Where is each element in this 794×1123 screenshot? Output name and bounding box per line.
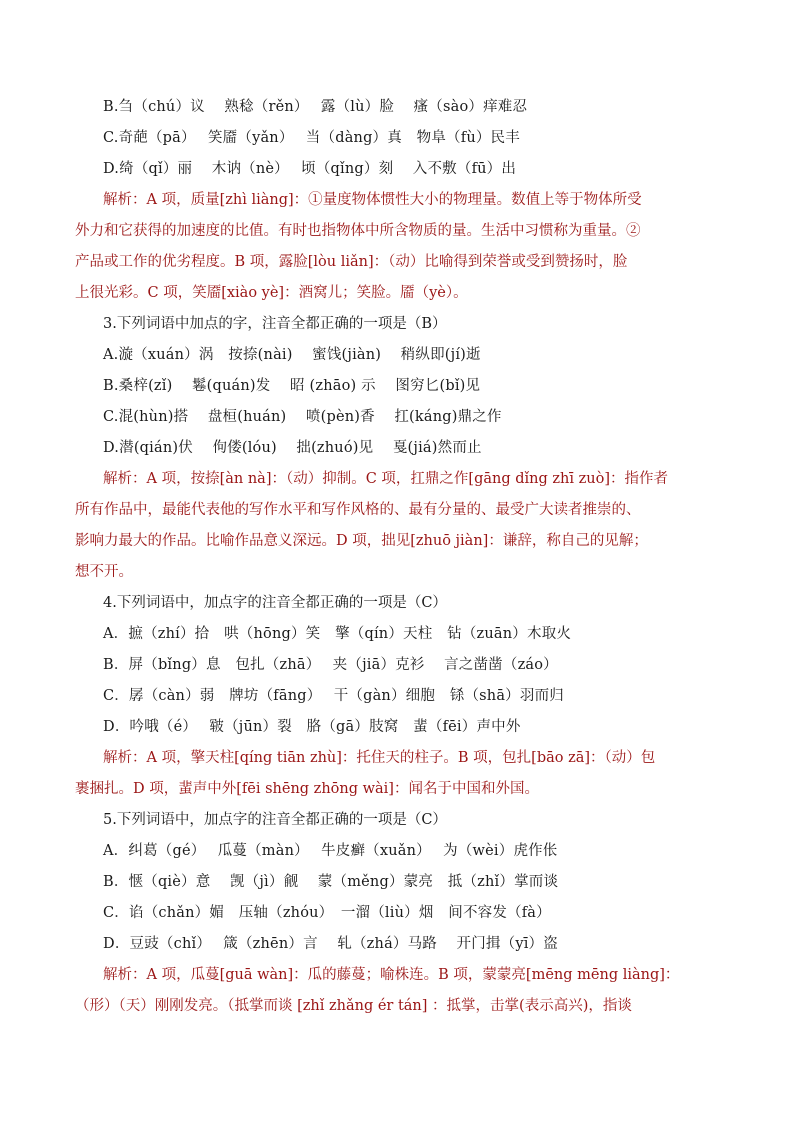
analysis-line: 影响力最大的作品。比喻作品意义深远。D 项，拙见[zhuō jiàn]：谦辞，称自己的见解；: [75, 533, 648, 549]
analysis-line: 裹捆扎。D 项，蜚声中外[fēi shēng zhōng wài]：闻名于中国和外国。: [75, 781, 539, 797]
option-line: B.刍（chú）议 熟稔（rěn） 露（lù）脸 瘙（sào）痒难忍: [103, 99, 528, 115]
analysis-line: 产品或工作的优劣程度。B 项，露脸[lòu liǎn]：（动）比喻得到荣誉或受到赞扬时，脸: [75, 254, 628, 270]
analysis-line: 所有作品中，最能代表他的写作水平和写作风格的、最有分量的、最受广大读者推崇的、: [75, 502, 641, 518]
analysis-line: 上很光彩。C 项，笑靥[xiào yè]：酒窝儿；笑脸。靥（yè）。: [75, 285, 468, 301]
analysis-line: 解析：A 项，质量[zhì liàng]：①量度物体惯性大小的物理量。数值上等于物体所受: [103, 192, 642, 208]
question-line: 3.下列词语中加点的字，注音全都正确的一项是（B）: [103, 316, 447, 332]
option-line: D．豆豉（chǐ） 箴（zhēn）言 轧（zhá）马路 开门揖（yī）盗: [103, 936, 558, 952]
question-line: 4.下列词语中，加点字的注音全都正确的一项是（C）: [103, 595, 447, 611]
option-line: C.奇葩（pā） 笑靥（yǎn） 当（dàng）真 物阜（fù）民丰: [103, 130, 520, 146]
option-line: B.桑梓(zǐ) 鬈(quán)发 昭 (zhāo) 示 图穷匕(bǐ)见: [103, 378, 481, 394]
option-line: D．吟哦（é） 皲（jūn）裂 胳（gā）肢窝 蜚（fēi）声中外: [103, 719, 521, 735]
option-line: B．惬（qiè）意 觊（jì）觎 蒙（měng）蒙亮 抵（zhǐ）掌而谈: [103, 874, 559, 890]
analysis-line: （形）（天）刚刚发亮。（抵掌而谈 [zhǐ zhǎng ér tán] ：抵掌，击掌(表示高兴)，指谈: [75, 998, 632, 1014]
analysis-line: 解析：A 项，擎天柱[qíng tiān zhù]：托住天的柱子。B 项，包扎[bāo zā]：（动）包: [103, 750, 656, 766]
analysis-line: 外力和它获得的加速度的比值。有时也指物体中所含物质的量。生活中习惯称为重量。②: [75, 223, 641, 239]
option-line: D.潜(qián)伏 佝偻(lóu) 拙(zhuó)见 戛(jiá)然而止: [103, 440, 482, 456]
option-line: D.绮（qǐ）丽 木讷（nè） 顷（qǐng）刻 入不敷（fū）出: [103, 161, 517, 177]
analysis-line: 解析：A 项，按捺[àn nà]：（动）抑制。C 项，扛鼎之作[gāng dǐng zhī zuò]：指作者: [103, 471, 668, 487]
option-line: A.漩（xuán）涡 按捺(nài) 蜜饯(jiàn) 稍纵即(jí)逝: [103, 347, 481, 363]
question-line: 5.下列词语中，加点字的注音全都正确的一项是（C）: [103, 812, 447, 828]
option-line: A．摭（zhí）拾 哄（hōng）笑 擎（qín）天柱 钻（zuān）木取火: [103, 626, 572, 642]
option-line: A．纠葛（gé） 瓜蔓（màn） 牛皮癣（xuǎn） 为（wèi）虎作伥: [103, 843, 558, 859]
document-body: [75, 92, 725, 1022]
option-line: C.混(hùn)搭 盘桓(huán) 喷(pèn)香 扛(káng)鼎之作: [103, 409, 502, 425]
option-line: C．谄（chǎn）媚 压轴（zhóu） 一溜（liù）烟 间不容发（fà）: [103, 905, 551, 921]
analysis-line: 想不开。: [75, 564, 133, 580]
analysis-line: 解析：A 项，瓜蔓[guā wàn]：瓜的藤蔓；喻株连。B 项，蒙蒙亮[mēng mēng liàng]：: [103, 967, 680, 983]
option-line: B．屏（bǐng）息 包扎（zhā） 夹（jiā）克衫 言之凿凿（záo）: [103, 657, 558, 673]
option-line: C．孱（càn）弱 牌坊（fāng） 干（gàn）细胞 铩（shā）羽而归: [103, 688, 564, 704]
